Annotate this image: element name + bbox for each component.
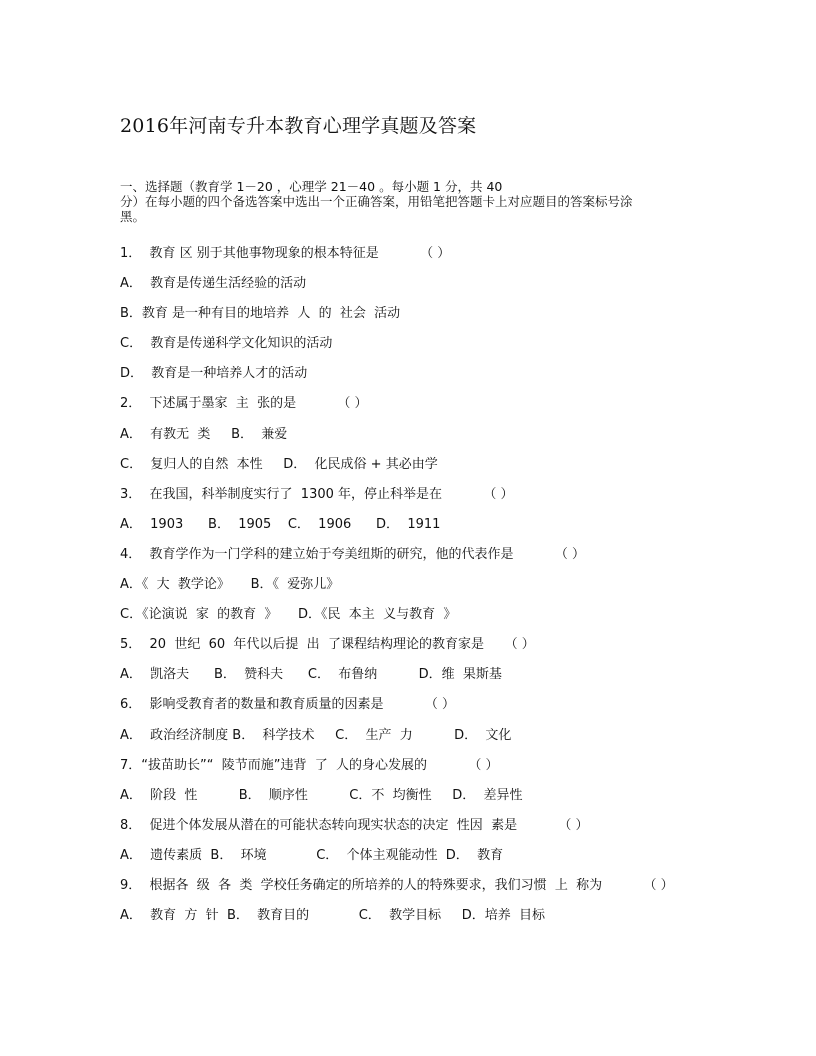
- option-line: A． 凯洛夫 B． 赞科夫 C． 布鲁纳 D．维 果斯基: [120, 667, 502, 683]
- question-3: 3． 在我国，科举制度实行了 1300 年，停止科举是在 （ ）: [120, 486, 514, 502]
- intro-line: 黑。: [120, 209, 146, 224]
- question-1: 1． 教育 区 别于其他事物现象的根本特征是 （ ）: [120, 246, 451, 261]
- option-line: C．《论演说 家 的教育 》 D．《民 本主 义与教育 》: [120, 607, 457, 623]
- question-7: 7．“拔苗助长”“ 陵节而施”违背 了 人的身心发展的 （ ）: [120, 757, 499, 773]
- option-line: A． 教育是传递生活经验的活动: [120, 276, 307, 292]
- intro-line: 一、选择题（教育学 1－20 ，心理学 21－40 。每小题 1 分，共 40: [120, 179, 503, 194]
- document-title: 2016年河南专升本教育心理学真题及答案: [120, 115, 477, 137]
- option-line: A． 有教无 类 B． 兼爱: [120, 426, 288, 442]
- intro-line: 分）在每小题的四个备选答案中选出一个正确答案，用铅笔把答题卡上对应题目的答案标号涂: [120, 194, 633, 209]
- option-line: C． 复归人的自然 本性 D． 化民成俗 + 其必由学: [120, 456, 438, 472]
- question-5: 5． 20 世纪 60 年代以后提 出 了课程结构理论的教育家是 （ ）: [120, 637, 535, 653]
- option-line: D． 教育是一种培养人才的活动: [120, 366, 308, 382]
- option-line: A．《 大 教学论》 B．《 爱弥儿》: [120, 577, 340, 593]
- question-6: 6． 影响受教育者的数量和教育质量的因素是 （ ）: [120, 697, 455, 713]
- option-line: C． 教育是传递科学文化知识的活动: [120, 336, 333, 352]
- question-2: 2． 下述属于墨家 主 张的是 （ ）: [120, 396, 368, 412]
- option-line: A． 教育 方 针 B． 教育目的 C． 教学目标 D．培养 目标: [120, 908, 546, 924]
- question-9: 9． 根据各 级 各 类 学校任务确定的所培养的人的特殊要求，我们习惯 上 称为 （ ）: [120, 877, 674, 893]
- question-4: 4． 教育学作为一门学科的建立始于夸美纽斯的研究，他的代表作是 （ ）: [120, 546, 585, 562]
- option-line: A． 遗传素质 B． 环境 C． 个体主观能动性 D． 教育: [120, 847, 504, 863]
- question-8: 8． 促进个体发展从潜在的可能状态转向现实状态的决定 性因 素是 （ ）: [120, 817, 589, 833]
- option-line: A． 1903 B． 1905 C． 1906 D． 1911: [120, 516, 441, 532]
- question-list: [120, 244, 760, 936]
- option-line: B．教育 是一种有目的地培养 人 的 社会 活动: [120, 306, 401, 322]
- option-line: A． 政治经济制度 B． 科学技术 C． 生产 力 D． 文化: [120, 727, 512, 743]
- option-line: A． 阶段 性 B． 顺序性 C．不 均衡性 D． 差异性: [120, 787, 523, 803]
- section-intro: [120, 179, 720, 224]
